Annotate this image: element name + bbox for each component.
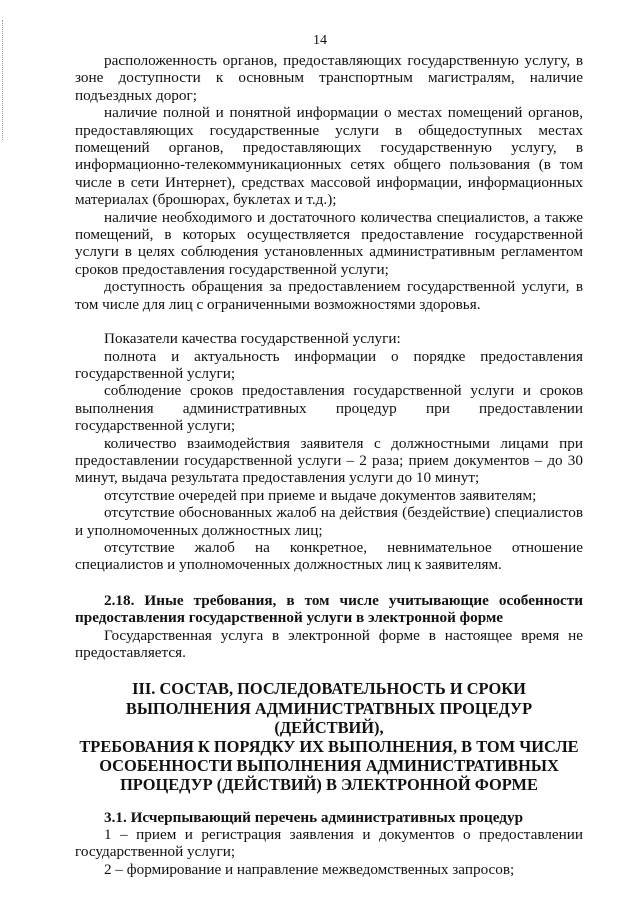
spacer (75, 574, 583, 592)
quality-indicators-heading: Показатели качества государственной услуги: (104, 330, 401, 348)
section-3-title-line-5: ПРОЦЕДУР (ДЕЙСТВИЙ) В ЭЛЕКТРОННОЙ ФОРМЕ (120, 775, 538, 795)
section-2-18-text: Государственная услуга в электронной форме в настоящее время не предоставляется. (75, 626, 583, 661)
section-3-title-line-2: ВЫПОЛНЕНИЯ АДМИНИСТРАТВНЫХ ПРОЦЕДУР (ДЕЙСТВИЙ), (125, 698, 533, 737)
paragraph-accessibility: расположенность органов, предоставляющих государственную услугу, в зоне доступности к основным транспортным магистралям, наличие подъездных дорог; (75, 52, 583, 104)
quality-item-no-queues: отсутствие очередей при приеме и выдаче документов заявителям; (104, 486, 537, 504)
paragraph-specialists: наличие необходимого и достаточного количества специалистов, а также помещений, в которых осуществляется предоставление государственной услуги в целях соблюдения установленных административным регламентом сроков предоставления государственной услуги; (75, 208, 583, 278)
section-3-title-line-1: III. СОСТАВ, ПОСЛЕДОВАТЕЛЬНОСТЬ И СРОКИ (132, 679, 526, 699)
spacer (75, 795, 583, 809)
procedure-item-2: 2 – формирование и направление межведомственных запросов; (104, 860, 515, 878)
quality-item-no-complaints: отсутствие обоснованных жалоб на действия (бездействие) специалистов и уполномоченных должностных лиц; (75, 504, 583, 539)
quality-item-interactions: количество взаимодействия заявителя с должностными лицами при предоставлении государственной услуги – 2 раза; прием документов – до 30 минут, выдача результата предоставления услуги до 10 минут; (75, 434, 583, 487)
quality-item-deadlines: соблюдение сроков предоставления государственной услуги и сроков выполнения административных процедур при предоставлении государственной услуги; (75, 382, 583, 435)
spacer (75, 661, 583, 679)
paragraph-information: наличие полной и понятной информации о местах помещений органов, предоставляющих государственные услуги в общедоступных местах помещений органов, предоставляющих государственную услугу, в информационно-телекоммуникационных сетях общего пользования (в том числе в сети Интернет), средствах массовой информации, информационных материалах (брошюрах, буклетах и т.д.); (75, 104, 583, 209)
procedure-item-1: 1 – прием и регистрация заявления и документов о предоставлении государственной услуги; (75, 826, 583, 861)
section-3-title-line-3: ТРЕБОВАНИЯ К ПОРЯДКУ ИХ ВЫПОЛНЕНИЯ, В ТОМ ЧИСЛЕ (79, 737, 579, 757)
section-3-1-heading: 3.1. Исчерпывающий перечень административных процедур (104, 808, 524, 826)
section-3-title-line-4: ОСОБЕННОСТИ ВЫПОЛНЕНИЯ АДМИНИСТРАТИВНЫХ (99, 756, 559, 776)
spacer (75, 313, 583, 330)
page-number: 14 (313, 33, 327, 48)
quality-item-completeness: полнота и актуальность информации о порядке предоставления государственной услуги; (75, 347, 583, 382)
page-content (75, 52, 583, 878)
quality-item-no-negligence: отсутствие жалоб на конкретное, невнимательное отношение специалистов и уполномоченных должностных лиц к заявителям. (75, 538, 583, 574)
paragraph-access-disabled: доступность обращения за предоставлением государственной услуги, в том числе для лиц с ограниченными возможностями здоровья. (75, 278, 583, 313)
section-2-18-heading: 2.18. Иные требования, в том числе учитывающие особенности предоставления государственной услуги в электронной форме (75, 591, 583, 627)
